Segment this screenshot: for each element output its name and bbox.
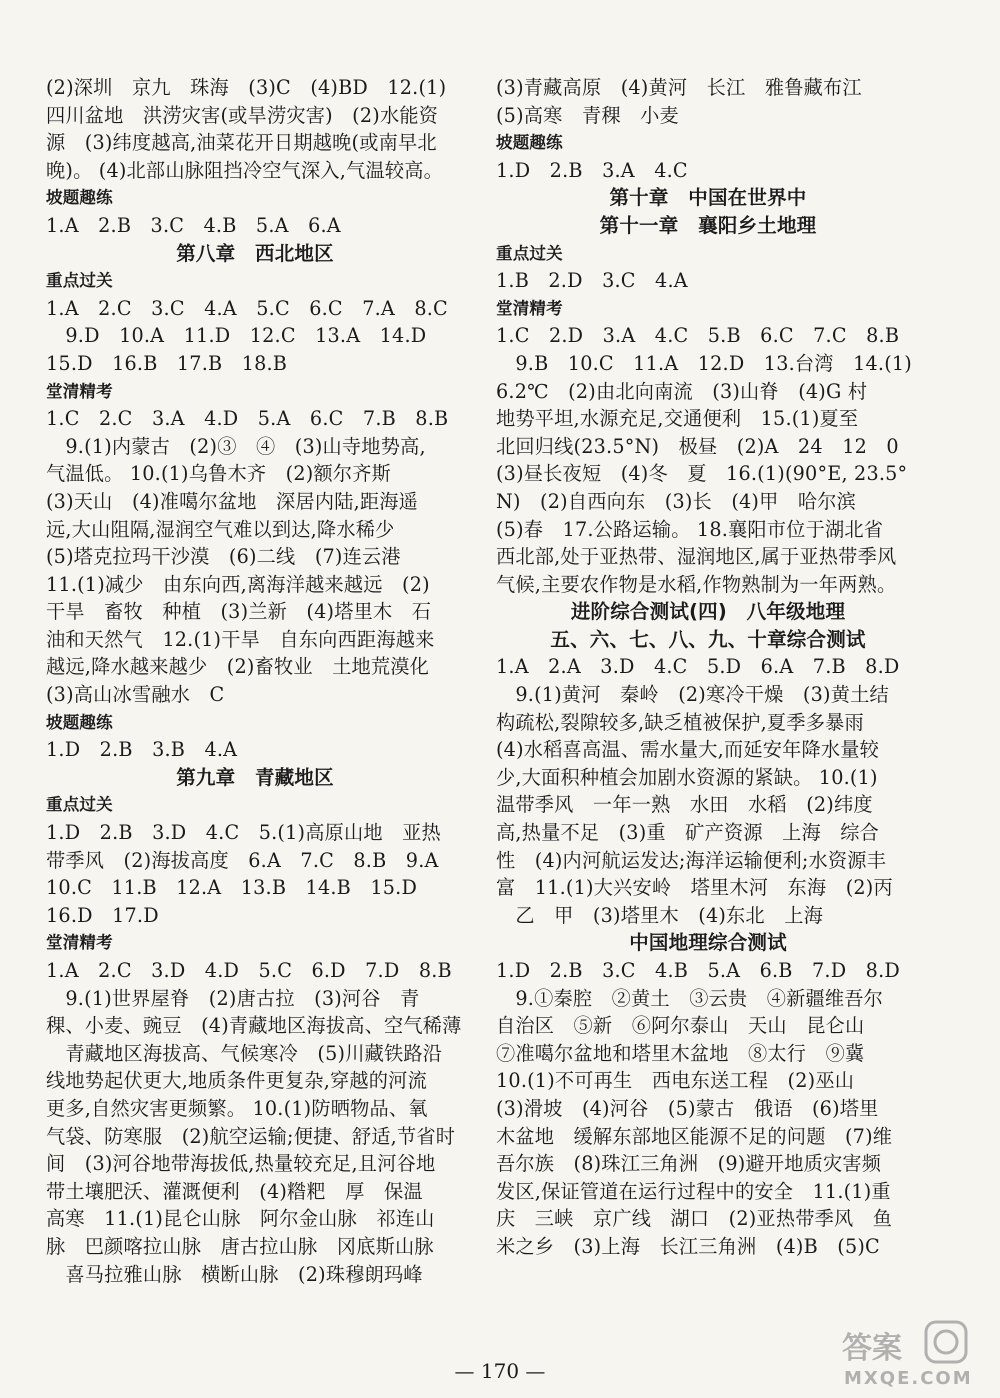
- answer-line: 高寒 11.(1)昆仑山脉 阿尔金山脉 祁连山: [46, 1207, 435, 1231]
- answer-line: (3)滑坡 (4)河谷 (5)蒙古 俄语 (6)塔里: [496, 1096, 879, 1120]
- answer-line: 15.D 16.B 17.B 18.B: [46, 351, 288, 375]
- section-heading: 坡题趣练: [46, 712, 113, 732]
- chapter-title: 第八章 西北地区: [176, 241, 334, 265]
- answer-line: 10.(1)不可再生 西电东送工程 (2)巫山: [496, 1069, 855, 1093]
- answer-line: 源 (3)纬度越高,油菜花开日期越晚(或南早北: [46, 131, 437, 155]
- answer-line: 发区,保证管道在运行过程中的安全 11.(1)重: [496, 1179, 891, 1203]
- answer-line: 吾尔族 (8)珠江三角洲 (9)避开地质灾害频: [496, 1152, 882, 1176]
- answer-line: 16.D 17.D: [46, 903, 159, 927]
- answer-line: 6.2℃ (2)由北向南流 (3)山脊 (4)G 村: [496, 379, 868, 403]
- answer-line: 1.A 2.C 3.D 4.D 5.C 6.D 7.D 8.B: [46, 959, 452, 982]
- chapter-title: 第十一章 襄阳乡土地理: [599, 213, 817, 237]
- answer-line: 气候,主要农作物是水稻,作物熟制为一年两熟。: [496, 572, 897, 596]
- answer-line: 9.(1)黄河 秦岭 (2)寒冷干燥 (3)黄土结: [496, 683, 889, 707]
- answer-line: 1.C 2.C 3.A 4.D 5.A 6.C 7.B 8.B: [46, 407, 449, 431]
- answer-line: 1.A 2.B 3.C 4.B 5.A 6.A: [46, 213, 341, 237]
- answer-line: 脉 巴颜喀拉山脉 唐古拉山脉 冈底斯山脉: [46, 1234, 434, 1258]
- answer-line: 线地势起伏更大,地质条件更复杂,穿越的河流: [46, 1069, 427, 1093]
- answer-line: 少,大面积种植会加剧水资源的紧缺。 10.(1): [496, 765, 878, 789]
- watermark-logo: [834, 1318, 984, 1390]
- chapter-title: 第十章 中国在世界中: [609, 186, 807, 210]
- answer-line: 干旱 畜牧 种植 (3)兰新 (4)塔里木 石: [46, 600, 432, 624]
- answer-line: (4)水稻喜高温、需水量大,而延安年降水量较: [496, 738, 880, 762]
- svg-text:答案: 答案: [842, 1331, 902, 1366]
- section-heading: 堂清精考: [46, 933, 113, 953]
- answer-line: 1.A 2.C 3.C 4.A 5.C 6.C 7.A 8.C: [46, 296, 448, 320]
- answer-line: 1.D 2.B 3.B 4.A: [46, 738, 238, 762]
- chapter-title: 第九章 青藏地区: [176, 765, 334, 789]
- answer-line: (3)昼长夜短 (4)冬 夏 16.(1)(90°E, 23.5°: [496, 462, 908, 486]
- answer-line: 气温低。 10.(1)乌鲁木齐 (2)额尔齐斯: [46, 462, 392, 486]
- answer-line: 米之乡 (3)上海 长江三角洲 (4)B (5)C: [496, 1234, 880, 1258]
- answer-line: 1.D 2.B 3.A 4.C: [496, 158, 688, 182]
- answer-line: 四川盆地 洪涝灾害(或旱涝灾害) (2)水能资: [46, 103, 439, 127]
- answer-line: 晚)。 (4)北部山脉阻挡冷空气深入,气温较高。: [46, 158, 444, 182]
- section-heading: 堂清精考: [46, 381, 113, 401]
- answer-line: 11.(1)减少 由东向西,离海洋越来越远 (2): [46, 572, 430, 596]
- section-heading: 堂清精考: [496, 298, 563, 318]
- section-heading: 坡题趣练: [496, 133, 563, 153]
- answer-line: 稞、小麦、豌豆 (4)青藏地区海拔高、空气稀薄: [46, 1014, 462, 1038]
- answer-line: 富 11.(1)大兴安岭 塔里木河 东海 (2)丙: [496, 876, 893, 900]
- answer-line: 9.(1)内蒙古 (2)③ ④ (3)山寺地势高,: [46, 434, 426, 458]
- section-heading: 坡题趣练: [46, 188, 113, 208]
- answer-line: 9.①秦腔 ②黄土 ③云贵 ④新疆维吾尔: [496, 986, 884, 1010]
- answer-line: (5)塔克拉玛干沙漠 (6)二线 (7)连云港: [46, 545, 401, 569]
- answer-line: 间 (3)河谷地带海拔低,热量较充足,且河谷地: [46, 1152, 436, 1176]
- answer-line: 油和天然气 12.(1)干旱 自东向西距海越来: [46, 627, 435, 651]
- answer-line: 地势平坦,水源充足,交通便利 15.(1)夏至: [496, 407, 859, 431]
- answer-line: 青藏地区海拔高、气候寒冷 (5)川藏铁路沿: [46, 1041, 443, 1065]
- svg-text:MXQE.COM: MXQE.COM: [844, 1368, 973, 1389]
- answer-line: 北回归线(23.5°N) 极昼 (2)A 24 12 0: [496, 434, 899, 458]
- answer-line: 9.(1)世界屋脊 (2)唐古拉 (3)河谷 青: [46, 986, 420, 1010]
- answer-line: 更多,自然灾害更频繁。 10.(1)防晒物品、氧: [46, 1096, 428, 1120]
- answer-line: 带土壤肥沃、灌溉便利 (4)糌粑 厚 保温: [46, 1179, 423, 1203]
- chapter-title: 进阶综合测试(四) 八年级地理: [570, 600, 846, 624]
- answer-line: 高,热量不足 (3)重 矿产资源 上海 综合: [496, 821, 880, 845]
- chapter-title: 五、六、七、八、九、十章综合测试: [550, 627, 866, 651]
- section-heading: 重点过关: [496, 243, 563, 263]
- answer-line: (5)高寒 青稞 小麦: [496, 103, 679, 127]
- page-number: — 170 —: [454, 1359, 546, 1383]
- answer-line: (3)高山冰雪融水 C: [46, 683, 225, 707]
- answer-line: 乙 甲 (3)塔里木 (4)东北 上海: [496, 903, 823, 927]
- answer-line: ⑦准噶尔盆地和塔里木盆地 ⑧太行 ⑨冀: [496, 1041, 865, 1065]
- right-column: [496, 74, 920, 1261]
- answer-line: 构疏松,裂隙较多,缺乏植被保护,夏季多暴雨: [496, 710, 864, 734]
- answer-line: 自治区 ⑤新 ⑥阿尔泰山 天山 昆仑山: [496, 1014, 865, 1038]
- answer-line: (3)青藏高原 (4)黄河 长江 雅鲁藏布江: [496, 76, 862, 99]
- answer-line: (3)天山 (4)准噶尔盆地 深居内陆,距海遥: [46, 489, 419, 513]
- answer-line: 气袋、防寒服 (2)航空运输;便捷、舒适,节省时: [46, 1124, 456, 1148]
- answer-line: 喜马拉雅山脉 横断山脉 (2)珠穆朗玛峰: [46, 1262, 423, 1286]
- chapter-title: 中国地理综合测试: [629, 931, 787, 955]
- answer-line: 9.D 10.A 11.D 12.C 13.A 14.D: [46, 324, 427, 348]
- answer-line: 远,大山阻隔,湿润空气难以到达,降水稀少: [46, 517, 395, 541]
- answer-line: 越远,降水越来越少 (2)畜牧业 土地荒漠化: [46, 655, 430, 679]
- answer-line: 温带季风 一年一熟 水田 水稻 (2)纬度: [496, 793, 873, 817]
- answer-line: 9.B 10.C 11.A 12.D 13.台湾 14.(1): [496, 351, 912, 375]
- left-column: [46, 74, 464, 1288]
- section-heading: 重点过关: [46, 795, 113, 815]
- answer-line: 性 (4)内河航运发达;海洋运输便利;水资源丰: [496, 848, 887, 872]
- answer-line: 带季风 (2)海拔高度 6.A 7.C 8.B 9.A: [46, 848, 439, 872]
- answer-line: 1.C 2.D 3.A 4.C 5.B 6.C 7.C 8.B: [496, 324, 900, 348]
- answer-line: 10.C 11.B 12.A 13.B 14.B 15.D: [46, 876, 418, 900]
- answer-line: 木盆地 缓解东部地区能源不足的问题 (7)维: [496, 1124, 893, 1148]
- answer-line: 1.D 2.B 3.C 4.B 5.A 6.B 7.D 8.D: [496, 959, 900, 982]
- answer-line: 西北部,处于亚热带、湿润地区,属于亚热带季风: [496, 545, 897, 569]
- answer-line: 1.B 2.D 3.C 4.A: [496, 269, 688, 293]
- answer-line: 1.A 2.A 3.D 4.C 5.D 6.A 7.B 8.D: [496, 655, 900, 679]
- section-heading: 重点过关: [46, 271, 113, 291]
- answer-line: N) (2)自西向东 (3)长 (4)甲 哈尔滨: [496, 489, 857, 513]
- answer-line: 1.D 2.B 3.D 4.C 5.(1)高原山地 亚热: [46, 821, 441, 845]
- answer-line: (2)深圳 京九 珠海 (3)C (4)BD 12.(1): [46, 76, 447, 99]
- answer-line: 庆 三峡 京广线 湖口 (2)亚热带季风 鱼: [496, 1207, 893, 1231]
- answer-line: (5)春 17.公路运输。 18.襄阳市位于湖北省: [496, 517, 884, 541]
